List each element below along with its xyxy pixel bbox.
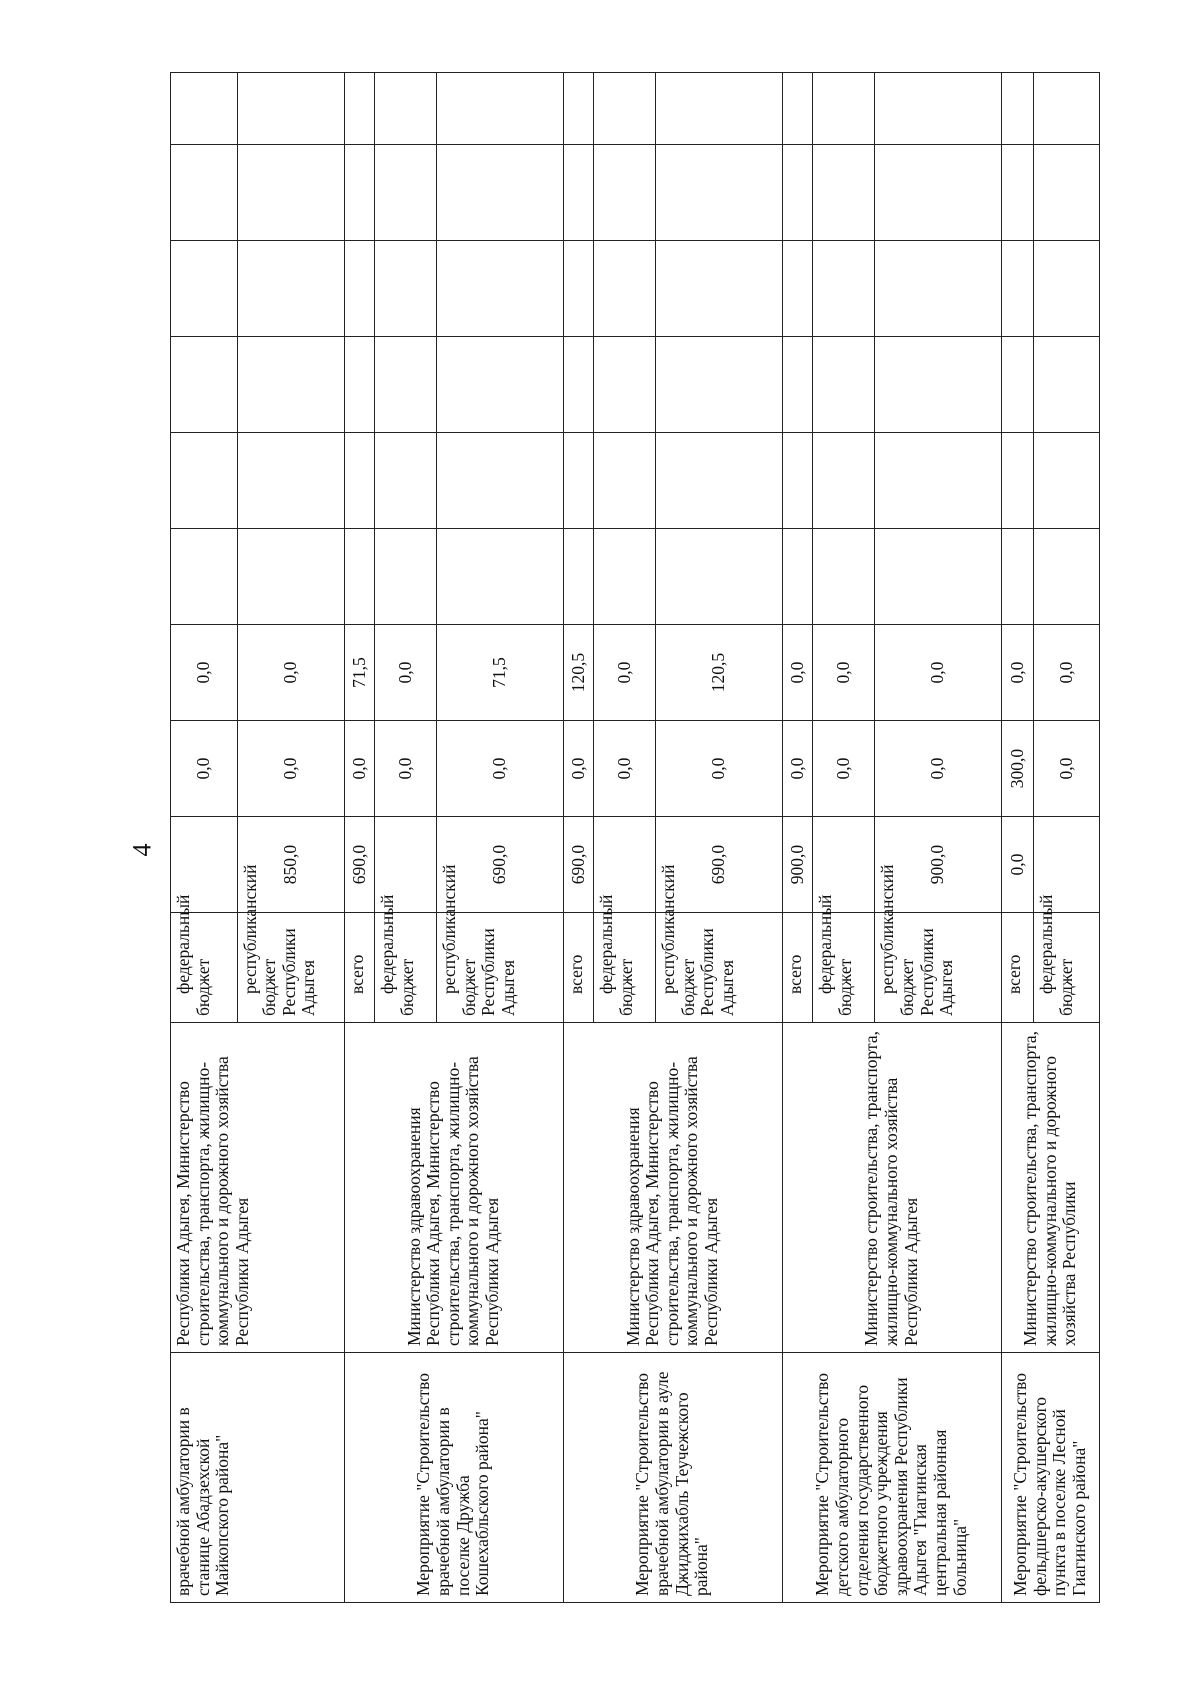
empty-cell	[437, 337, 563, 433]
empty-cell	[563, 241, 594, 337]
empty-cell	[1034, 529, 1100, 625]
empty-cell	[594, 241, 656, 337]
event-cell: врачебной амбулатории в станице Абадзехской Майкопского района"	[171, 1353, 345, 1603]
source-cell: всего	[344, 913, 375, 1023]
value-cell: 0,0	[1001, 625, 1033, 721]
empty-cell	[375, 337, 437, 433]
empty-cell	[594, 73, 656, 145]
responsible-cell: Министерство здравоохранения Республики Адыгея, Министерство строительства, транспорта, жилищно-коммунального и дорожного хозяйства Республики Адыгея	[563, 1023, 782, 1353]
value-cell: 0,0	[875, 625, 1001, 721]
empty-cell	[875, 241, 1001, 337]
table-row	[171, 73, 238, 1603]
empty-cell	[813, 337, 875, 433]
event-cell: Мероприятие "Строительство детского амбулаторного отделения государственного бюджетного учреждения здравоохранения Республики Адыгея "Гиагинская центральная районная больница"	[782, 1353, 1001, 1603]
empty-cell	[875, 145, 1001, 241]
empty-cell	[782, 73, 813, 145]
value-cell: 0,0	[594, 721, 656, 817]
source-cell: всего	[782, 913, 813, 1023]
value-cell: 0,0	[875, 721, 1001, 817]
value-cell: 0,0	[594, 625, 656, 721]
value-cell: 0,0	[656, 721, 782, 817]
value-cell: 0,0	[782, 625, 813, 721]
empty-cell	[171, 73, 238, 145]
empty-cell	[171, 241, 238, 337]
empty-cell	[563, 337, 594, 433]
empty-cell	[563, 529, 594, 625]
value-cell: 900,0	[875, 817, 1001, 913]
responsible-cell: Министерство здравоохранения Республики Адыгея, Министерство строительства, транспорта, жилищно-коммунального и дорожного хозяйства Республики Адыгея	[344, 1023, 563, 1353]
value-cell: 0,0	[813, 721, 875, 817]
empty-cell	[656, 529, 782, 625]
source-cell: республиканский бюджет Республики Адыгея	[437, 913, 563, 1023]
empty-cell	[437, 73, 563, 145]
table-row	[344, 73, 375, 1603]
empty-cell	[171, 337, 238, 433]
empty-cell	[1034, 145, 1100, 241]
empty-cell	[375, 433, 437, 529]
empty-cell	[237, 337, 344, 433]
value-cell: 300,0	[1001, 721, 1033, 817]
empty-cell	[237, 529, 344, 625]
value-cell: 71,5	[344, 625, 375, 721]
empty-cell	[813, 241, 875, 337]
rotated-table-wrapper	[170, 73, 1100, 1603]
source-cell: всего	[1001, 913, 1033, 1023]
value-cell: 0,0	[171, 625, 238, 721]
empty-cell	[344, 433, 375, 529]
value-cell: 0,0	[782, 721, 813, 817]
source-cell: федеральный бюджет	[594, 913, 656, 1023]
empty-cell	[782, 145, 813, 241]
empty-cell	[656, 241, 782, 337]
value-cell: 71,5	[437, 625, 563, 721]
value-cell: 690,0	[563, 817, 594, 913]
empty-cell	[813, 145, 875, 241]
value-cell: 690,0	[344, 817, 375, 913]
empty-cell	[813, 73, 875, 145]
value-cell: 0,0	[563, 721, 594, 817]
source-cell: федеральный бюджет	[1034, 913, 1100, 1023]
page-number: 4	[127, 843, 157, 857]
empty-cell	[171, 145, 238, 241]
empty-cell	[344, 337, 375, 433]
empty-cell	[375, 73, 437, 145]
value-cell: 0,0	[1034, 625, 1100, 721]
empty-cell	[437, 529, 563, 625]
empty-cell	[656, 73, 782, 145]
empty-cell	[782, 241, 813, 337]
empty-cell	[1001, 73, 1033, 145]
empty-cell	[171, 529, 238, 625]
empty-cell	[437, 433, 563, 529]
empty-cell	[237, 145, 344, 241]
responsible-cell: Министерство строительства, транспорта, жилищно-коммунального хозяйства Республики Адыгея	[782, 1023, 1001, 1353]
empty-cell	[563, 73, 594, 145]
empty-cell	[1001, 241, 1033, 337]
value-cell: 120,5	[656, 625, 782, 721]
value-cell: 0,0	[437, 721, 563, 817]
value-cell: 0,0	[375, 721, 437, 817]
empty-cell	[375, 241, 437, 337]
empty-cell	[594, 337, 656, 433]
empty-cell	[594, 529, 656, 625]
source-cell: республиканский бюджет Республики Адыгея	[237, 913, 344, 1023]
empty-cell	[875, 73, 1001, 145]
source-cell: всего	[563, 913, 594, 1023]
empty-cell	[875, 337, 1001, 433]
event-cell: Мероприятие "Строительство врачебной амбулатории в поселке Дружба Кошехабльского района"	[344, 1353, 563, 1603]
empty-cell	[375, 529, 437, 625]
event-cell: Мероприятие "Строительство врачебной амбулатории в ауле Джиджихабль Теучежского района"	[563, 1353, 782, 1603]
value-cell: 690,0	[656, 817, 782, 913]
empty-cell	[1001, 433, 1033, 529]
responsible-cell: Республики Адыгея, Министерство строительства, транспорта, жилищно-коммунального и дорожного хозяйства Республики Адыгея	[171, 1023, 345, 1353]
empty-cell	[237, 433, 344, 529]
value-cell: 0,0	[171, 721, 238, 817]
value-cell: 120,5	[563, 625, 594, 721]
empty-cell	[813, 529, 875, 625]
empty-cell	[171, 433, 238, 529]
source-cell: республиканский бюджет Республики Адыгея	[656, 913, 782, 1023]
table-row	[563, 73, 594, 1603]
empty-cell	[237, 241, 344, 337]
value-cell: 0,0	[1034, 721, 1100, 817]
empty-cell	[344, 241, 375, 337]
empty-cell	[594, 433, 656, 529]
empty-cell	[437, 241, 563, 337]
empty-cell	[563, 145, 594, 241]
table-row	[1001, 73, 1033, 1603]
source-cell: республиканский бюджет Республики Адыгея	[875, 913, 1001, 1023]
empty-cell	[782, 529, 813, 625]
empty-cell	[563, 433, 594, 529]
event-cell: Мероприятие "Строительство фельдшерско-акушерского пункта в поселке Лесной Гиагинского района"	[1001, 1353, 1099, 1603]
empty-cell	[594, 145, 656, 241]
empty-cell	[1034, 73, 1100, 145]
empty-cell	[1001, 529, 1033, 625]
table-row	[782, 73, 813, 1603]
value-cell: 850,0	[237, 817, 344, 913]
budget-table	[170, 72, 1100, 1603]
value-cell: 690,0	[437, 817, 563, 913]
empty-cell	[344, 529, 375, 625]
empty-cell	[813, 433, 875, 529]
empty-cell	[1034, 433, 1100, 529]
source-cell: федеральный бюджет	[375, 913, 437, 1023]
value-cell: 0,0	[344, 721, 375, 817]
source-cell: федеральный бюджет	[171, 913, 238, 1023]
source-cell: федеральный бюджет	[813, 913, 875, 1023]
value-cell: 900,0	[782, 817, 813, 913]
value-cell: 0,0	[1001, 817, 1033, 913]
empty-cell	[375, 145, 437, 241]
empty-cell	[344, 145, 375, 241]
empty-cell	[875, 433, 1001, 529]
empty-cell	[1034, 241, 1100, 337]
empty-cell	[656, 337, 782, 433]
empty-cell	[1034, 337, 1100, 433]
empty-cell	[875, 529, 1001, 625]
empty-cell	[437, 145, 563, 241]
empty-cell	[782, 337, 813, 433]
empty-cell	[344, 73, 375, 145]
value-cell: 0,0	[237, 721, 344, 817]
empty-cell	[237, 73, 344, 145]
empty-cell	[782, 433, 813, 529]
empty-cell	[656, 433, 782, 529]
value-cell: 0,0	[375, 625, 437, 721]
responsible-cell: Министерство строительства, транспорта, жилищно-коммунального и дорожного хозяйства Республики	[1001, 1023, 1099, 1353]
empty-cell	[1001, 145, 1033, 241]
value-cell: 0,0	[237, 625, 344, 721]
value-cell: 0,0	[813, 625, 875, 721]
empty-cell	[1001, 337, 1033, 433]
empty-cell	[656, 145, 782, 241]
